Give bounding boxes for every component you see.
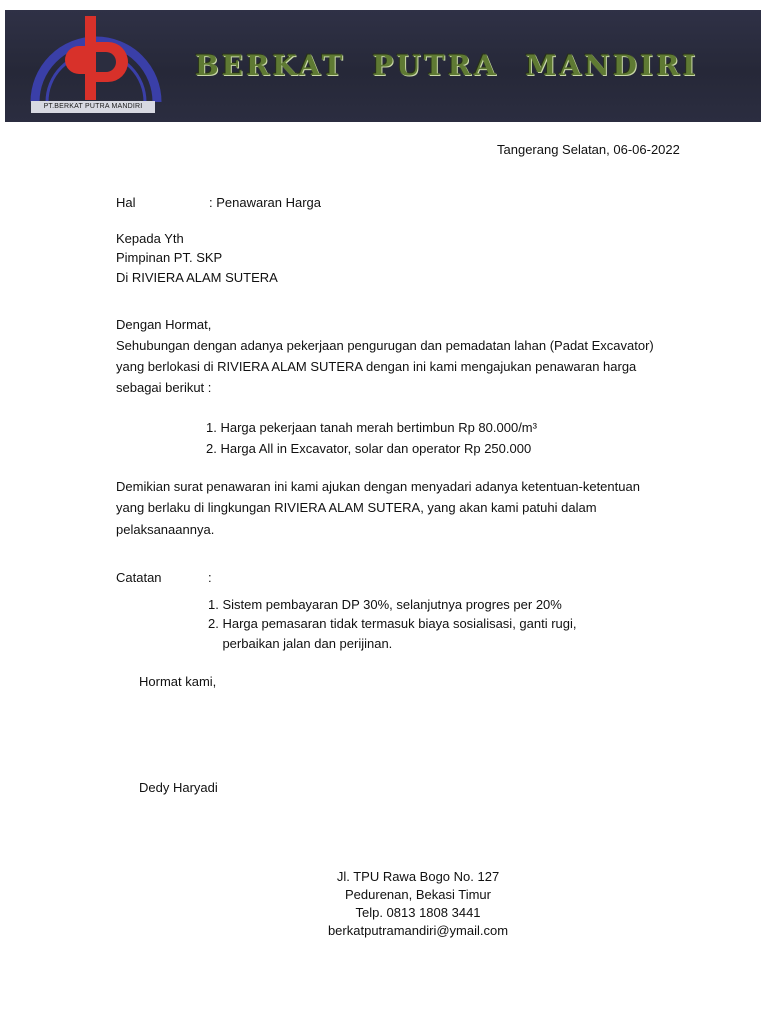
intro-line: sebagai berikut : xyxy=(116,380,212,395)
letterhead-banner xyxy=(5,10,761,122)
recipient-line: Kepada Yth xyxy=(116,231,184,246)
footer-address-line: Pedurenan, Bekasi Timur xyxy=(345,887,491,902)
closing-line: yang berlaku di lingkungan RIVIERA ALAM SUTERA, yang akan kami patuhi dalam xyxy=(116,500,597,515)
subject-label: Hal xyxy=(116,195,136,210)
closing-line: pelaksanaannya. xyxy=(116,522,215,537)
signer-name: Dedy Haryadi xyxy=(139,780,218,795)
footer-email: berkatputramandiri@ymail.com xyxy=(327,923,509,938)
price-item: 2. Harga All in Excavator, solar dan operator Rp 250.000 xyxy=(206,441,532,456)
footer-phone: Telp. 0813 1808 3441 xyxy=(355,905,481,920)
company-name: BERKAT PUTRA MANDIRI xyxy=(195,49,699,82)
signoff: Hormat kami, xyxy=(139,674,217,689)
greeting: Dengan Hormat, xyxy=(116,317,212,332)
intro-line: Sehubungan dengan adanya pekerjaan pengurugan dan pemadatan lahan (Padat Excavator) xyxy=(116,338,654,353)
notes-colon: : xyxy=(208,570,212,585)
closing-line: Demikian surat penawaran ini kami ajukan dengan menyadari adanya ketentuan-ketentuan xyxy=(116,479,640,494)
notes-label: Catatan xyxy=(116,570,162,585)
logo-caption: PT.BERKAT PUTRA MANDIRI xyxy=(31,101,155,113)
note-item: 2. Harga pemasaran tidak termasuk biaya sosialisasi, ganti rugi, xyxy=(208,616,577,631)
intro-line: yang berlokasi di RIVIERA ALAM SUTERA dengan ini kami mengajukan penawaran harga xyxy=(116,359,637,374)
recipient-line: Pimpinan PT. SKP xyxy=(116,250,223,265)
footer-address-line: Jl. TPU Rawa Bogo No. 127 xyxy=(336,869,500,884)
price-item: 1. Harga pekerjaan tanah merah bertimbun Rp 80.000/m³ xyxy=(206,420,537,435)
note-item: 1. Sistem pembayaran DP 30%, selanjutnya progres per 20% xyxy=(208,597,562,612)
date-line: Tangerang Selatan, 06-06-2022 xyxy=(497,142,680,157)
recipient-line: Di RIVIERA ALAM SUTERA xyxy=(116,270,278,285)
note-item: perbaikan jalan dan perijinan. xyxy=(208,636,393,651)
subject-value: : Penawaran Harga xyxy=(209,195,322,210)
